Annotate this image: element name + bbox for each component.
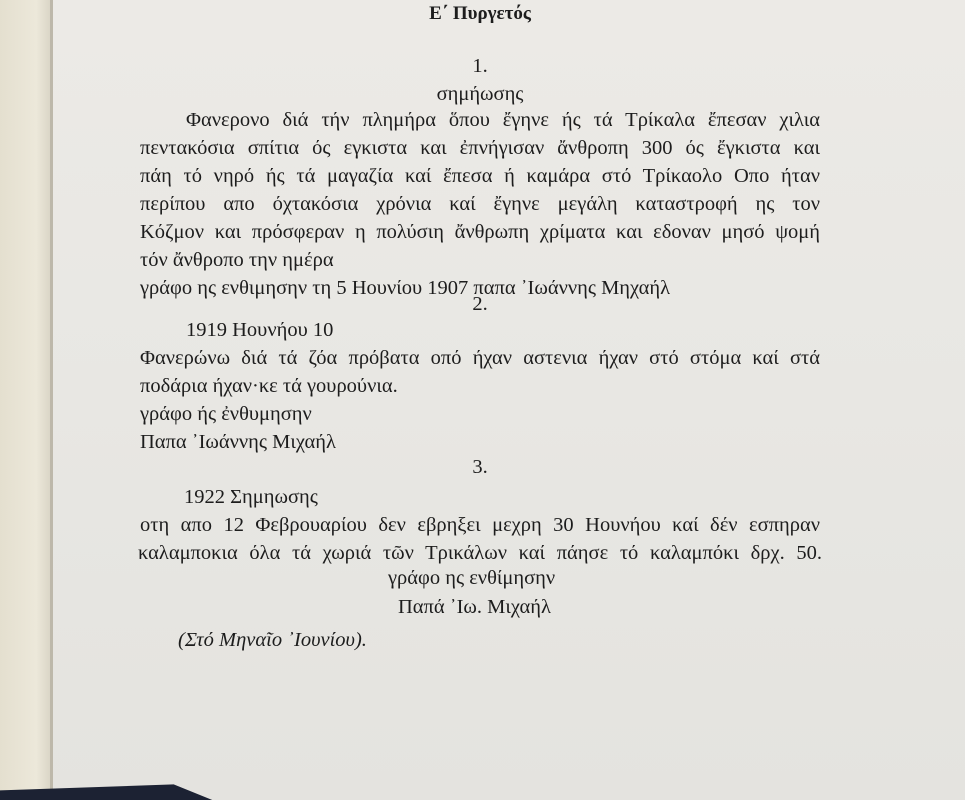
- section-1-line: Φανερονο διά τήν πλημήρα ὅπου ἔγηνε ής τά Τρίκαλα ἔπεσαν χιλια: [186, 109, 820, 131]
- section-1-signature: γράφο ης ενθιμησην τη 5 Ηουνίου 1907 παπα ᾿Ιωάννης Μηχαήλ: [140, 277, 671, 299]
- section-3-heading: 1922 Σημηωσης: [184, 486, 318, 508]
- section-1-line: πεντακόσια σπίτια ός εγκιστα και ἐπνήγισαν ἄνθροπη 300 ός ἔγκιστα και: [140, 137, 820, 159]
- section-3-line: οτη απο 12 Φεβρουαρίου δεν εβρηξει μεχρη 30 Ηουνήου καί δέν εσπηραν: [140, 514, 820, 536]
- adjacent-page-edge: [0, 0, 52, 800]
- section-1-line: πάη τό νηρό ής τά μαγαζία καί ἔπεσα ή καμάρα στό Τρίκαολο Οπο ήταν: [140, 165, 820, 187]
- source-note: (Στό Μηναῖο ᾿Ιουνίου).: [178, 629, 367, 651]
- section-2-number: 2.: [472, 293, 488, 315]
- chapter-title: Ε΄ Πυργετός: [429, 3, 531, 24]
- section-1-heading: σημήωσης: [436, 83, 524, 105]
- section-3-number: 3.: [472, 456, 488, 478]
- section-3-line: γράφο ης ενθίμησην: [388, 567, 556, 589]
- section-3-signature: Παπά ᾿Ιω. Μιχαήλ: [398, 596, 551, 618]
- section-1-line: περίπου απο όχτακόσια χρόνια καί ἔγηνε μεγάλη καταστροφή ης τον: [140, 193, 820, 215]
- section-2-line: γράφο ής ἐνθυμησην: [140, 403, 312, 425]
- section-1-line: τόν ἄνθροπο την ημέρα: [140, 249, 334, 271]
- section-1-number: 1.: [472, 55, 488, 77]
- section-1-line: Κόζμον και πρόσφεραν η πολύσιη ἄνθρωπη χρίματα και εδοναν μησό ψομή: [140, 221, 820, 243]
- section-2-line: ποδάρια ήχαν·κε τά γουρούνια.: [140, 375, 398, 397]
- section-2-signature: Παπα ᾿Ιωάννης Μιχαήλ: [140, 431, 336, 453]
- section-2-heading: 1919 Ηουνήου 10: [186, 319, 334, 341]
- section-3-line: καλαμποκια όλα τά χωριά τῶν Τρικάλων καί πάησε τό καλαμπόκι δρχ. 50.: [138, 542, 822, 564]
- section-2-line: Φανερώνω διά τά ζόα πρόβατα οπό ήχαν αστενια ήχαν στό στόμα καί στά: [140, 347, 820, 369]
